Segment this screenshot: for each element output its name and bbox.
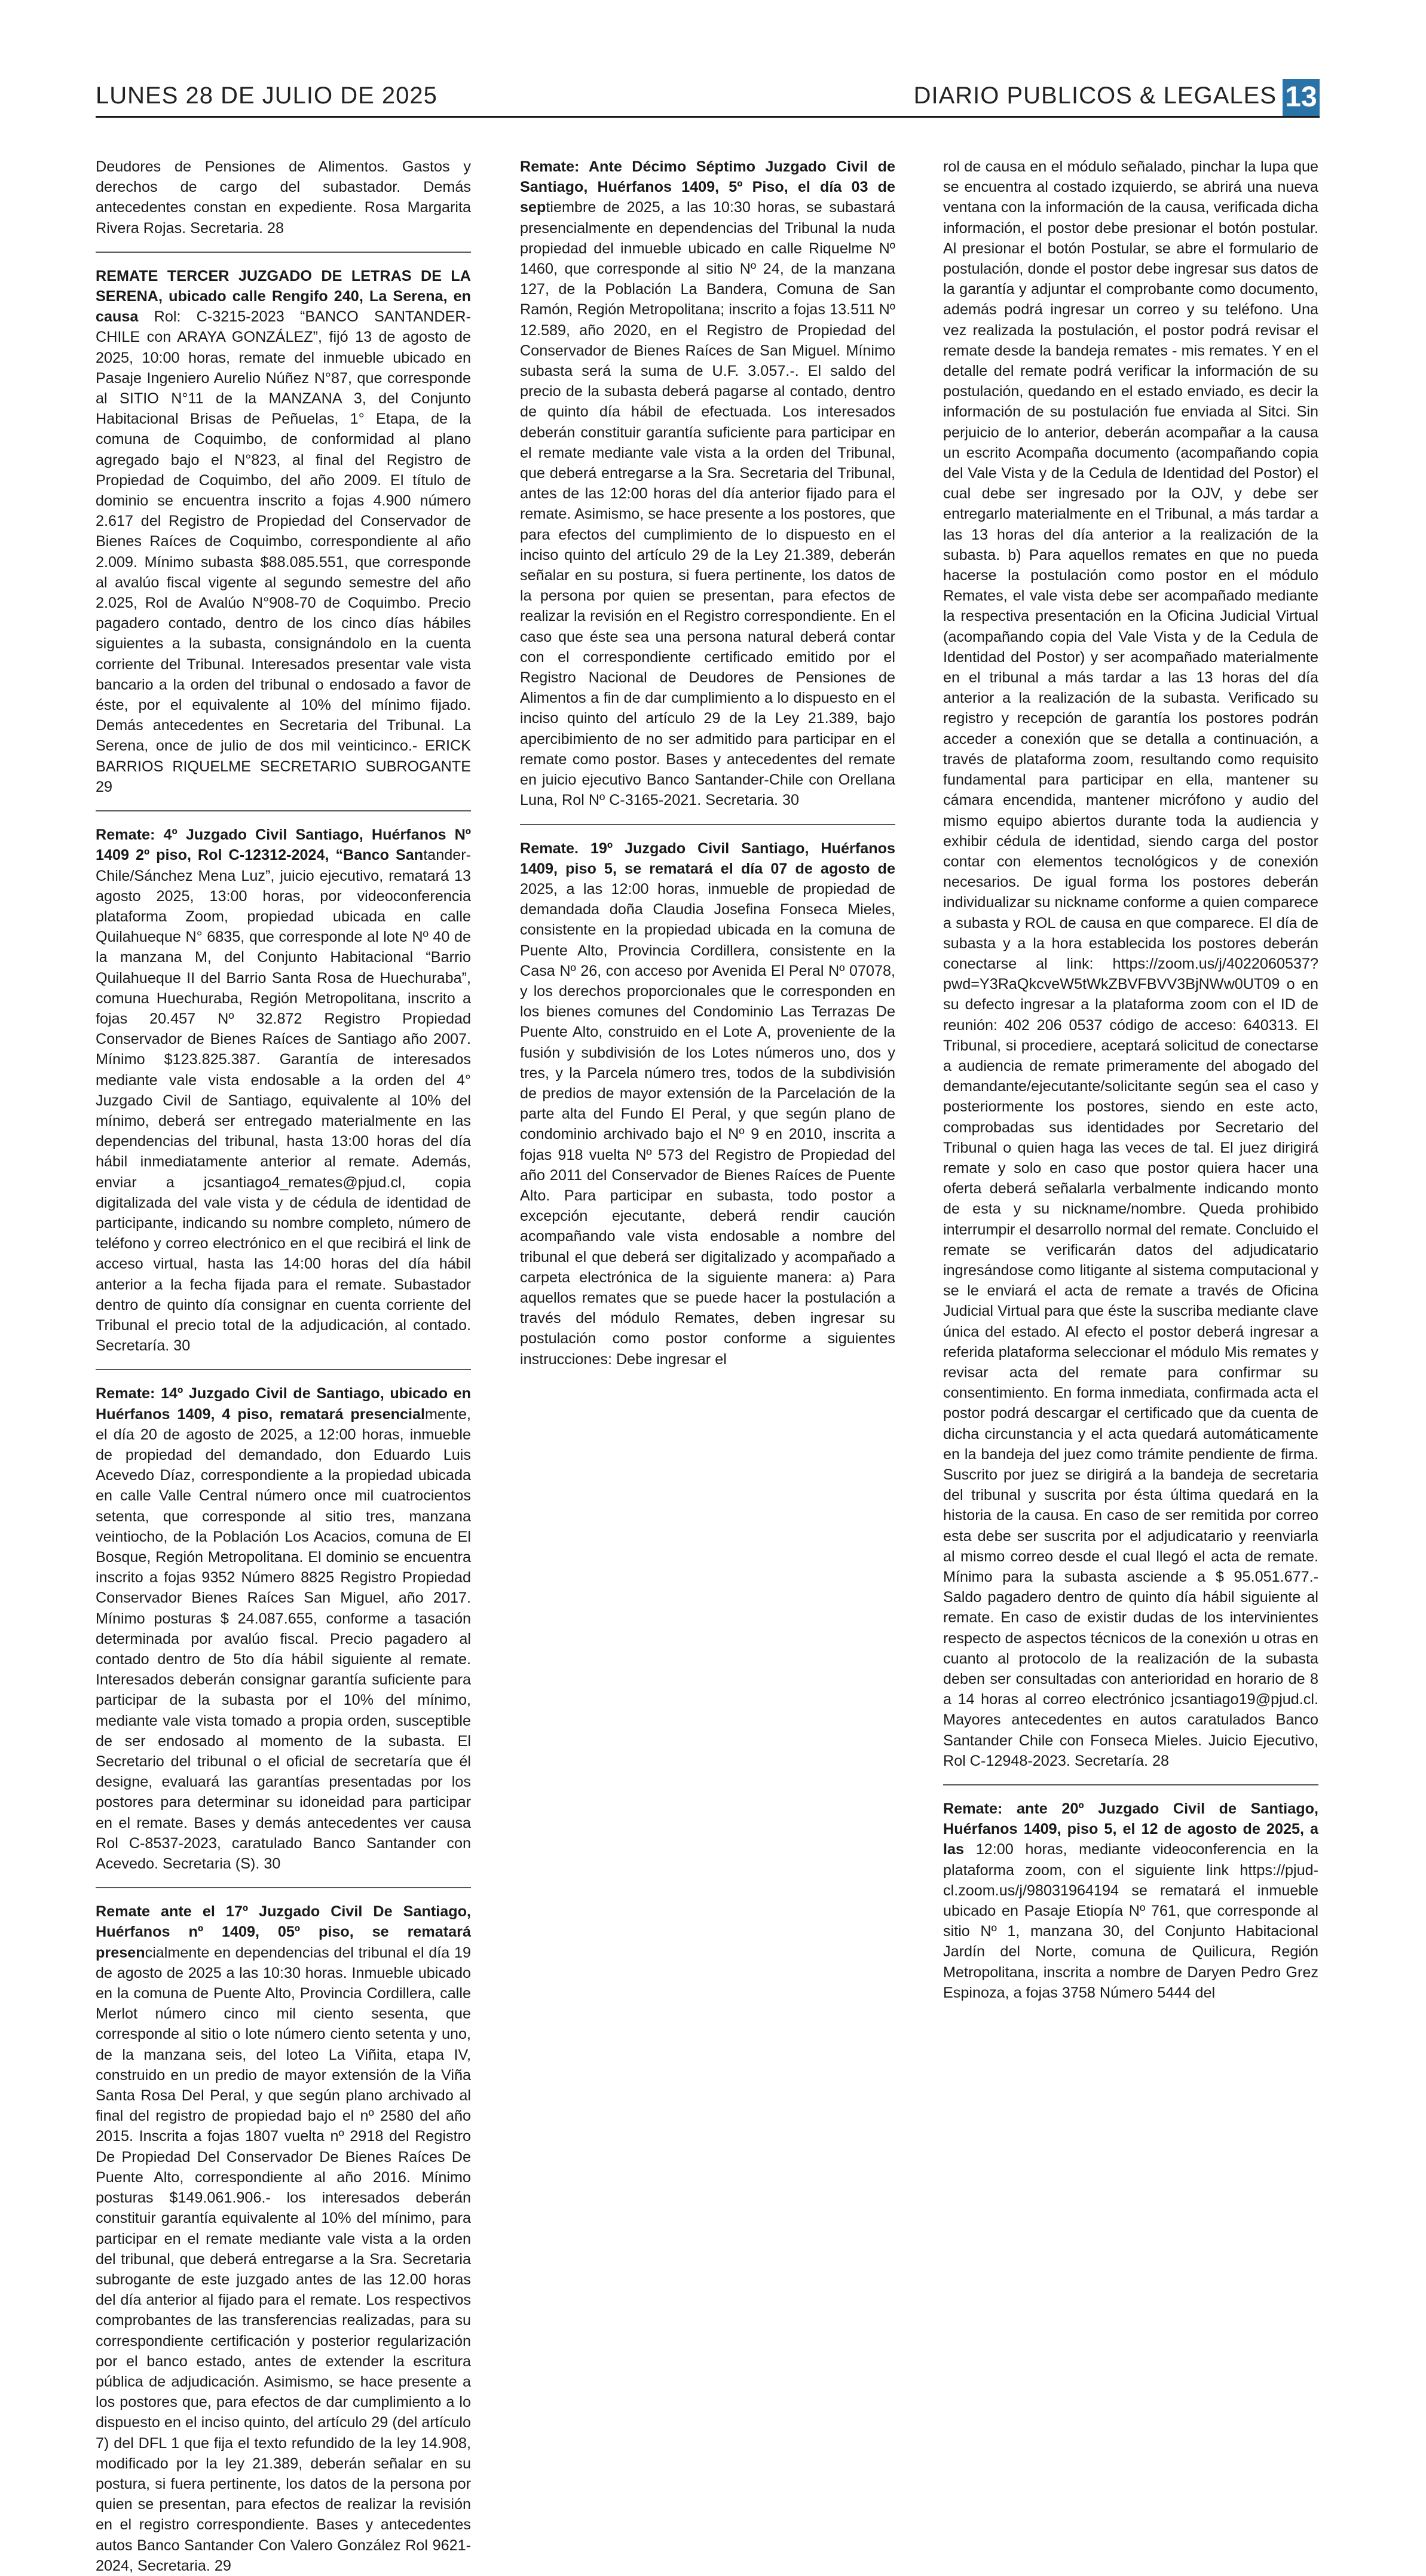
legal-notice [96, 266, 471, 797]
notice-body: tiembre de 2025, a las 10:30 horas, se subastará presencialmente en dependencias del Tribunal la nuda propiedad del inmueble ubicado en calle Riquelme Nº 1460, que corresponde al sitio Nº 24, de la manzana 127, de la Población La Bandera, Comuna de San Ramón, Región Metropolitana; inscrito a fojas 13.511 Nº 12.589, año 2020, en el Registro de Propiedad del Conservador de Bienes Raíces de San Miguel. Mínimo subasta será la suma de U.F. 3.057.-. El saldo del precio de la subasta deberá pagarse al contado, dentro de quinto día hábil de efectuada. Los interesados deberán constituir garantía suficiente para participar en el remate mediante vale vista a la orden del Tribunal, que deberá entregarse a la Sra. Secretaria del Tribunal, antes de las 12:00 horas del día anterior fijado para el remate. Asimismo, se hace presente a los postores, que para efectos del cumplimiento de lo dispuesto en el inciso quinto del artículo 29 de la Ley 21.389, deberán señalar en su postura, si fuera pertinente, los datos de la persona por quien se presentan, para efectos de realizar la revisión en el Registro correspondiente. En el caso que éste sea una persona natural deberá contar con el correspondiente certificado emitido por el Registro Nacional de Deudores de Pensiones de Alimentos a fin de dar cumplimiento a lo dispuesto en el inciso quinto del artículo 29 de la Ley 21.389, bajo apercibimiento de no ser admitido para participar en el remate como postor. Bases y antecedentes del remate en juicio ejecutivo Banco Santander-Chile con Orellana Luna, Rol Nº C-3165-2021. Secretaria. 30 [520, 199, 895, 809]
notice-heading: Remate: ante 20º Juzgado Civil de Santiago, Huérfanos 1409, piso 5, el 12 de agosto de 2025, a las [943, 1800, 1318, 1858]
notice-divider [520, 824, 895, 825]
header-date: LUNES 28 DE JULIO DE 2025 [96, 82, 437, 109]
legal-notice [943, 1799, 1318, 2003]
notice-heading: Remate: Ante Décimo Séptimo Juzgado Civil de Santiago, Huérfanos 1409, 5º Piso, el día 03 de sep [520, 158, 895, 216]
notice-body: Rol: C-3215-2023 “BANCO SANTANDER- CHILE con ARAYA GONZÁLEZ”, fijó 13 de agosto de 2025, 10:00 horas, remate del inmueble ubicado en Pasaje Ingeniero Aurelio Núñez N°87, que corresponde al SITIO N°11 de la MANZANA 3, del Conjunto Habitacional Brisas de Peñuelas, 1° Etapa, de la comuna de Coquimbo, de conformidad al plano agregado bajo el N°823, al final del Registro de Propiedad de Coquimbo, del año 2009. El título de dominio se encuentra inscrito a fojas 4.900 número 2.617 del Registro de Propiedad del Conservador de Bienes Raíces de Coquimbo, correspondiente al año 2.009. Mínimo subasta $88.085.551, que corresponde al avalúo fiscal vigente al segundo semestre del año 2.025, Rol de Avalúo N°908-70 de Coquimbo. Precio pagadero contado, dentro de los cinco días hábiles siguientes a la subasta, consignándolo en la cuenta corriente del Tribunal. Interesados presentar vale vista bancario a la orden del tribunal o endosado a favor de éste, por el equivalente al 10% del mínimo fijado. Demás antecedentes en Secretaria del Tribunal. La Serena, once de julio de dos mil veinticinco.- ERICK BARRIOS RIQUELME SECRETARIO SUBROGANTE 29 [96, 308, 471, 795]
notice-body: 12:00 horas, mediante videoconferencia en la plataforma zoom, con el siguiente link https://pjud- cl.zoom.us/j/98031964194 se rematará el inmueble ubicado en Pasaje Etiopía Nº 761, que corresponde al sitio Nº 1, manzana 30, del Conjunto Habitacional Jardín del Norte, comuna de Quilicura, Región Metropolitana, inscrita a nombre de Daryen Pedro Grez Espinoza, a fojas 3758 Número 5444 del [943, 1841, 1318, 2001]
notice-divider [96, 1887, 471, 1888]
legal-notice [520, 157, 895, 811]
page-number-badge: 13 [1283, 79, 1320, 116]
notice-body: Deudores de Pensiones de Alimentos. Gastos y derechos de cargo del subastador. Demás antecedentes constan en expediente. Rosa Margarita Rivera Rojas. Secretaria. 28 [96, 158, 471, 237]
page-header [96, 79, 1320, 118]
notice-body: tander-Chile/Sánchez Mena Luz”, juicio ejecutivo, rematará 13 agosto 2025, 13:00 horas, por videoconferencia plataforma Zoom, propiedad ubicada en calle Quilahueque N° 6835, que corresponde al lote Nº 40 de la manzana M, del Conjunto Habitacional “Barrio Quilahueque II del Barrio Santa Rosa de Huechuraba”, comuna Huechuraba, Región Metropolitana, inscrito a fojas 20.457 Nº 32.872 Registro Propiedad Conservador de Bienes Raíces de Santiago año 2007. Mínimo $123.825.387. Garantía de interesados mediante vale vista endosable a la orden del 4° Juzgado Civil de Santiago, equivalente al 10% del mínimo, deberá ser entregado materialmente en las dependencias del tribunal, hasta 13:00 horas del día hábil inmediatamente anterior al remate. Además, enviar a jcsantiago4_remates@pjud.cl, copia digitalizada del vale vista y de cédula de identidad de participante, indicando su nombre completo, número de teléfono y correo electrónico en el que recibirá el link de acceso virtual, hasta las 14:00 horas del día hábil anterior a la fecha fijada para el remate. Subastador dentro de quinto día consignar en cuenta corriente del Tribunal el precio total de la adjudicación, al contado. Secretaría. 30 [96, 847, 471, 1355]
notice-body: cialmente en dependencias del tribunal el día 19 de agosto de 2025 a las 10:30 horas. Inmueble ubicado en la comuna de Puente Alto, Provincia Cordillera, calle Merlot número cinco mil ciento sesenta, que corresponde al sitio o lote número ciento setenta y uno, de la manzana seis, del loteo La Viñita, etapa IV, construido en un predio de mayor extensión de la Viña Santa Rosa Del Peral, y que según plano archivado al final del registro de propiedad bajo el nº 2580 del año 2015. Inscrita a fojas 1807 vuelta nº 2918 del Registro De Propiedad Del Conservador De Bienes Raíces De Puente Alto, correspondiente al año 2016. Mínimo posturas $149.061.906.- los interesados deberán constituir garantía equivalente al 10% del mínimo, para participar en el remate mediante vale vista a la orden del tribunal, que deberá entregarse a la Sra. Secretaria subrogante de este juzgado antes de las 12.00 horas del día anterior al fijado para el remate. Los respectivos comprobantes de las transferencias realizadas, para su correspondiente certificación y posterior regularización por el banco estado, antes de extender la escritura pública de adjudicación. Asimismo, se hace presente a los postores que, para efectos de dar cumplimiento a lo dispuesto en el inciso quinto, del artículo 29 (del artículo 7) del DFL 1 que fija el texto refundido de la ley 14.908, modificado por la ley 21.389, deberán señalar en su postura, si fuera pertinente, los datos de la persona por quien se presentan, para efectos de realizar la revisión en el registro correspondiente. Bases y antecedentes autos Banco Santander Con Valero González Rol 9621-2024, Secretaria. 29 [96, 1944, 471, 2574]
notice-divider [943, 1784, 1318, 1785]
legal-notice [96, 1383, 471, 1874]
notice-body: 2025, a las 12:00 horas, inmueble de propiedad de demandada doña Claudia Josefina Fonseca Mieles, consistente en la propiedad ubicada en la comuna de Puente Alto, Provincia Cordillera, consistente en la Casa Nº 26, con acceso por Avenida El Peral Nº 07078, y los derechos proporcionales que le corresponden en los bienes comunes del Condominio Las Terrazas De Puente Alto, construido en el Lote A, proveniente de la fusión y subdivisión de los Lotes números uno, dos y tres, y la Parcela número tres, todos de la subdivisión de predios de mayor extensión de la Parcelación de la parte alta del Fundo El Peral, y que según plano de condominio archivado bajo el Nº 9 en 2010, inscrita a fojas 918 vuelta Nº 573 del Registro de Propiedad del año 2011 del Conservador de Bienes Raíces de Puente Alto. Para participar en subasta, todo postor a excepción ejecutante, deberá rendir caución acompañando vale vista endosable a nombre del tribunal el que deberá ser digitalizado y acompañado a carpeta electrónica de la siguiente manera: a) Para aquellos remates que se puede hacer la postulación a través del módulo Remates, deben ingresar su postulación como postor conforme a siguientes instrucciones: Debe ingresar el [520, 880, 895, 1368]
column-1 [96, 157, 471, 2574]
notice-divider [96, 1369, 471, 1370]
notice-heading: Remate: 14º Juzgado Civil de Santiago, ubicado en Huérfanos 1409, 4 piso, rematará presencial [96, 1385, 471, 1423]
legal-notice [96, 157, 471, 238]
notice-divider [96, 810, 471, 811]
notice-heading: Remate. 19º Juzgado Civil Santiago, Huérfanos 1409, piso 5, se rematará el día 07 de agosto de [520, 840, 895, 877]
notice-body: mente, el día 20 de agosto de 2025, a 12:00 horas, inmueble de propiedad del demandado, don Eduardo Luis Acevedo Díaz, correspondiente a la propiedad ubicada en calle Valle Central número once mil cuatrocientos setenta, que corresponde al sitio tres, manzana veintiocho, de la Población Los Acacios, comuna de El Bosque, Región Metropolitana. El dominio se encuentra inscrito a fojas 9352 Número 8825 Registro Propiedad Conservador Bienes Raíces San Miguel, año 2017. Mínimo posturas $ 24.087.655, conforme a tasación determinada por avalúo fiscal. Precio pagadero al contado dentro de 5to día hábil siguiente al remate. Interesados deberán consignar garantía suficiente para participar de la subasta por el 10% del mínimo, mediante vale vista tomado a propia orden, susceptible de ser endosado al momento de la subasta. El Secretario del tribunal o el oficial de secretaría que él designe, evaluará las garantías presentadas por los postores para determinar su idoneidad para participar en el remate. Bases y demás antecedentes ver causa Rol C-8537-2023, caratulado Banco Santander con Acevedo. Secretaria (S). 30 [96, 1405, 471, 1873]
legal-notice [96, 1901, 471, 2576]
notice-heading: REMATE TERCER JUZGADO DE LETRAS DE LA SERENA, ubicado calle Rengifo 240, La Serena, en causa [96, 267, 471, 326]
publication-name: DIARIO PUBLICOS & LEGALES [913, 82, 1277, 109]
notice-divider [96, 252, 471, 253]
column-2 [520, 157, 895, 2063]
column-3 [943, 157, 1318, 2063]
legal-notice [943, 157, 1318, 1771]
legal-notice [96, 825, 471, 1356]
legal-notice [520, 838, 895, 1370]
notice-body: rol de causa en el módulo señalado, pinchar la lupa que se encuentra al costado izquierdo, se abrirá una nueva ventana con la información de la causa, verificada dicha información, el postor debe presionar el botón postular. Al presionar el botón Postular, se abre el formulario de postulación, donde el postor debe ingresar sus datos de la garantía y adjuntar el comprobante como documento, además podrá ingresar un correo y su teléfono. Una vez realizada la postulación, el postor podrá revisar el remate desde la bandeja remates - mis remates. Y en el detalle del remate podrá verificar la información de su postulación, quedando en el estado enviado, es decir la información de su postulación fue enviada al Sitci. Sin perjuicio de lo anterior, deberán acompañar a la causa un escrito Acompaña documento (acompañando copia del Vale Vista y de la Cedula de Identidad del Postor) el cual debe ser ingresado por la OJV, y debe ser entregarlo materialmente en el Tribunal, a más tardar a las 13 horas del día anterior a la realización de la subasta. b) Para aquellos remates en que no pueda hacerse la postulación como postor en el módulo Remates, el vale vista debe ser acompañado mediante la respectiva presentación en la Oficina Judicial Virtual (acompañando copia del Vale Vista y de la Cedula de Identidad del Postor) y ser acompañado materialmente en el tribunal a más tardar a las 13 horas del día anterior a la realización de la subasta. Verificado su registro y recepción de garantía los postores podrán acceder a conexión que se detalla a continuación, a través de plataforma zoom, resultando como requisito fundamental para participar en ella, mantener su cámara encendida, mantener micrófono y audio del mismo equipo abiertos durante toda la audiencia y exhibir cédula de identidad, siendo carga del postor contar con elementos tecnológicos y de conexión necesarios. De igual forma los postores deberán individualizar su nickname conforme a quien comparece a subasta y ROL de causa en que comparece. El día de subasta y a la hora establecida los postores deberán conectarse al link: https://zoom.us/j/4022060537?pwd=Y3RaQkcveW5tWkZBVFBVV3BjNWw0UT09 o en su defecto ingresar a la plataforma zoom con el ID de reunión: 402 206 0537 código de acceso: 640313. El Tribunal, si procediere, aceptará solicitud de conectarse a audiencia de remate primeramente del abogado del demandante/ejecutante/solicitante según sea el caso y posteriormente los postores, siendo en este acto, comprobadas sus identidades por Secretario del Tribunal o quien haga las veces de tal. El juez dirigirá remate y solo en caso que postor quiera hacer una oferta deberá señalarla verbalmente indicando monto de esta y su nickname/nombre. Queda prohibido interrumpir el desarrollo normal del remate. Concluido el remate se verificarán datos del adjudicatario ingresándose como litigante al sistema computacional y se le enviará el acta de remate a través de Oficina Judicial Virtual para que éste la suscriba mediante clave única del estado. Al efecto el postor deberá ingresar a referida plataforma seleccionar el módulo Mis remates y revisar acta del remate para confirmar su consentimiento. En forma inmediata, confirmada acta el postor podrá descargar el certificado que da cuenta de dicha circunstancia y el acta quedará automáticamente en la bandeja del juez como trámite pendiente de firma. Suscrito por juez se dirigirá a la bandeja de secretaria del tribunal y suscrita por ésta última quedará en la historia de la causa. En caso de ser remitida por correo esta debe ser suscrita por el adjudicatario y reenviarla al mismo correo desde el cual llegó el acta de remate. Mínimo para la subasta asciende a $ 95.051.677.- Saldo pagadero dentro de quinto día hábil siguiente al remate. En caso de existir dudas de los intervinientes respecto de aspectos técnicos de la conexión u otras en cuanto al protocolo de la realización de la subasta deben ser consultadas con anterioridad en horario de 8 a 14 horas al correo electrónico jcsantiago19@pjud.cl. Mayores antecedentes en autos caratulados Banco Santander Chile con Fonseca Mieles. Juicio Ejecutivo, Rol C-12948-2023. Secretaría. 28 [943, 158, 1318, 1769]
notice-heading: Remate ante el 17º Juzgado Civil De Santiago, Huérfanos nº 1409, 05º piso, se rematará presen [96, 1903, 471, 1961]
notice-heading: Remate: 4º Juzgado Civil Santiago, Huérfanos Nº 1409 2º piso, Rol C-12312-2024, “Banco San [96, 826, 471, 864]
